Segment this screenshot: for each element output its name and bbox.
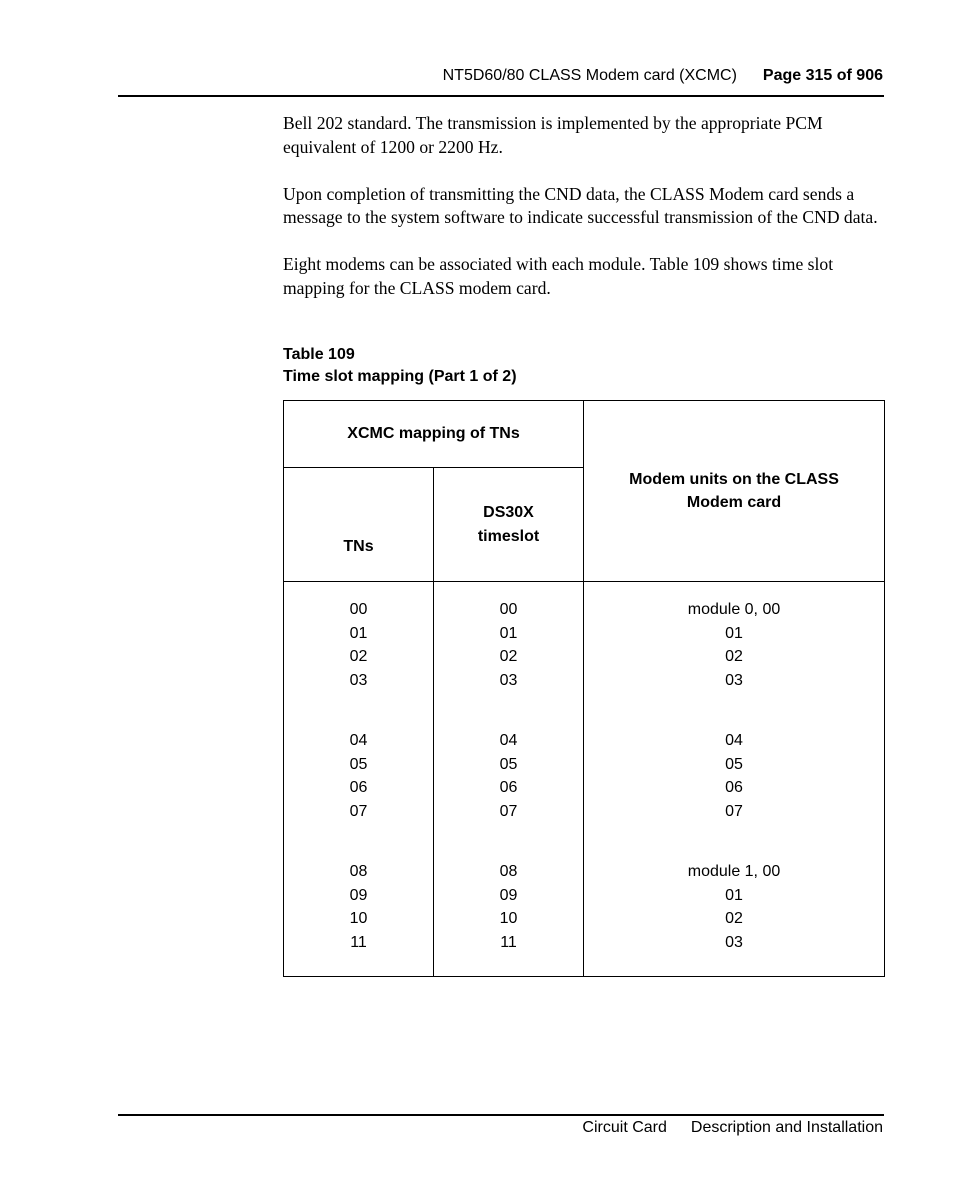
paragraph: Bell 202 standard. The transmission is implemented by the appropriate PCM equivalent of 1200 or 2200 Hz. xyxy=(283,113,823,157)
table-value: 03 xyxy=(499,671,518,689)
table-value: 01 xyxy=(725,624,743,642)
timeslot-cell xyxy=(434,582,584,977)
header-rule xyxy=(118,95,884,97)
table-value: 07 xyxy=(725,802,743,820)
table-value: 01 xyxy=(499,624,518,642)
table-value: 02 xyxy=(499,648,518,665)
table-value: 04 xyxy=(725,732,743,749)
table-value: 01 xyxy=(725,886,743,904)
document-title: NT5D60/80 CLASS Modem card (XCMC) xyxy=(442,67,737,84)
time-slot-table-wrapper xyxy=(283,400,885,977)
table-value: 00 xyxy=(499,601,518,618)
table-value: 09 xyxy=(349,886,368,904)
table-value: 10 xyxy=(349,910,368,927)
header-line: DS30X xyxy=(483,504,534,521)
table-value: 06 xyxy=(349,779,368,796)
footer-rule xyxy=(118,1114,884,1116)
table-value: 08 xyxy=(349,863,368,880)
footer-section: Circuit Card xyxy=(582,1119,667,1136)
table-title: Time slot mapping (Part 1 of 2) xyxy=(283,368,517,385)
table-value: 07 xyxy=(349,802,368,820)
table-caption xyxy=(283,344,517,388)
table-value: 05 xyxy=(725,755,743,773)
column-header-modem-units xyxy=(584,401,885,582)
table-value: 05 xyxy=(349,755,368,773)
table-value: 08 xyxy=(499,863,518,880)
table-value: 00 xyxy=(349,601,368,618)
header-line: timeslot xyxy=(477,527,540,545)
table-value: module 1, 00 xyxy=(687,863,781,880)
table-value: 02 xyxy=(349,648,368,665)
table-value: 05 xyxy=(499,755,518,773)
table-value: 04 xyxy=(499,732,518,749)
modem-units-cell xyxy=(584,582,885,977)
table-value: 02 xyxy=(725,910,743,927)
table-value: 06 xyxy=(499,779,518,796)
table-value: 07 xyxy=(499,802,518,820)
header-line: Modem card xyxy=(686,494,782,511)
table-value: 11 xyxy=(350,933,367,951)
table-value: 09 xyxy=(499,886,518,904)
table-value: 03 xyxy=(725,671,743,689)
table-value: 03 xyxy=(349,671,368,689)
column-header-ds30x-timeslot xyxy=(434,468,584,582)
page-footer xyxy=(0,1118,883,1138)
table-value: 02 xyxy=(725,648,743,665)
footer-book-title: Description and Installation xyxy=(690,1119,883,1136)
paragraph: Upon completion of transmitting the CND data, the CLASS Modem card sends a message to the system software to indicate successful transmission of the CND data. xyxy=(283,183,878,227)
table-value: 04 xyxy=(349,732,368,749)
body-text xyxy=(283,112,885,324)
tns-cell xyxy=(284,582,434,977)
table-value: 01 xyxy=(349,624,368,642)
table-value: 03 xyxy=(725,933,743,951)
table-value: 06 xyxy=(725,779,743,796)
time-slot-table xyxy=(283,400,885,977)
group-header-xcmc-mapping: XCMC mapping of TNs xyxy=(284,401,584,468)
column-header-tns: TNs xyxy=(284,468,434,582)
header-line: Modem units on the CLASS xyxy=(629,470,839,488)
paragraph: Eight modems can be associated with each module. Table 109 shows time slot mapping for the CLASS modem card. xyxy=(283,254,834,298)
table-value: module 0, 00 xyxy=(687,601,781,618)
page-number: Page 315 of 906 xyxy=(762,67,883,84)
table-number: Table 109 xyxy=(283,346,355,363)
table-value: 10 xyxy=(499,910,518,927)
page-header xyxy=(0,66,883,86)
table-value: 11 xyxy=(500,933,517,951)
